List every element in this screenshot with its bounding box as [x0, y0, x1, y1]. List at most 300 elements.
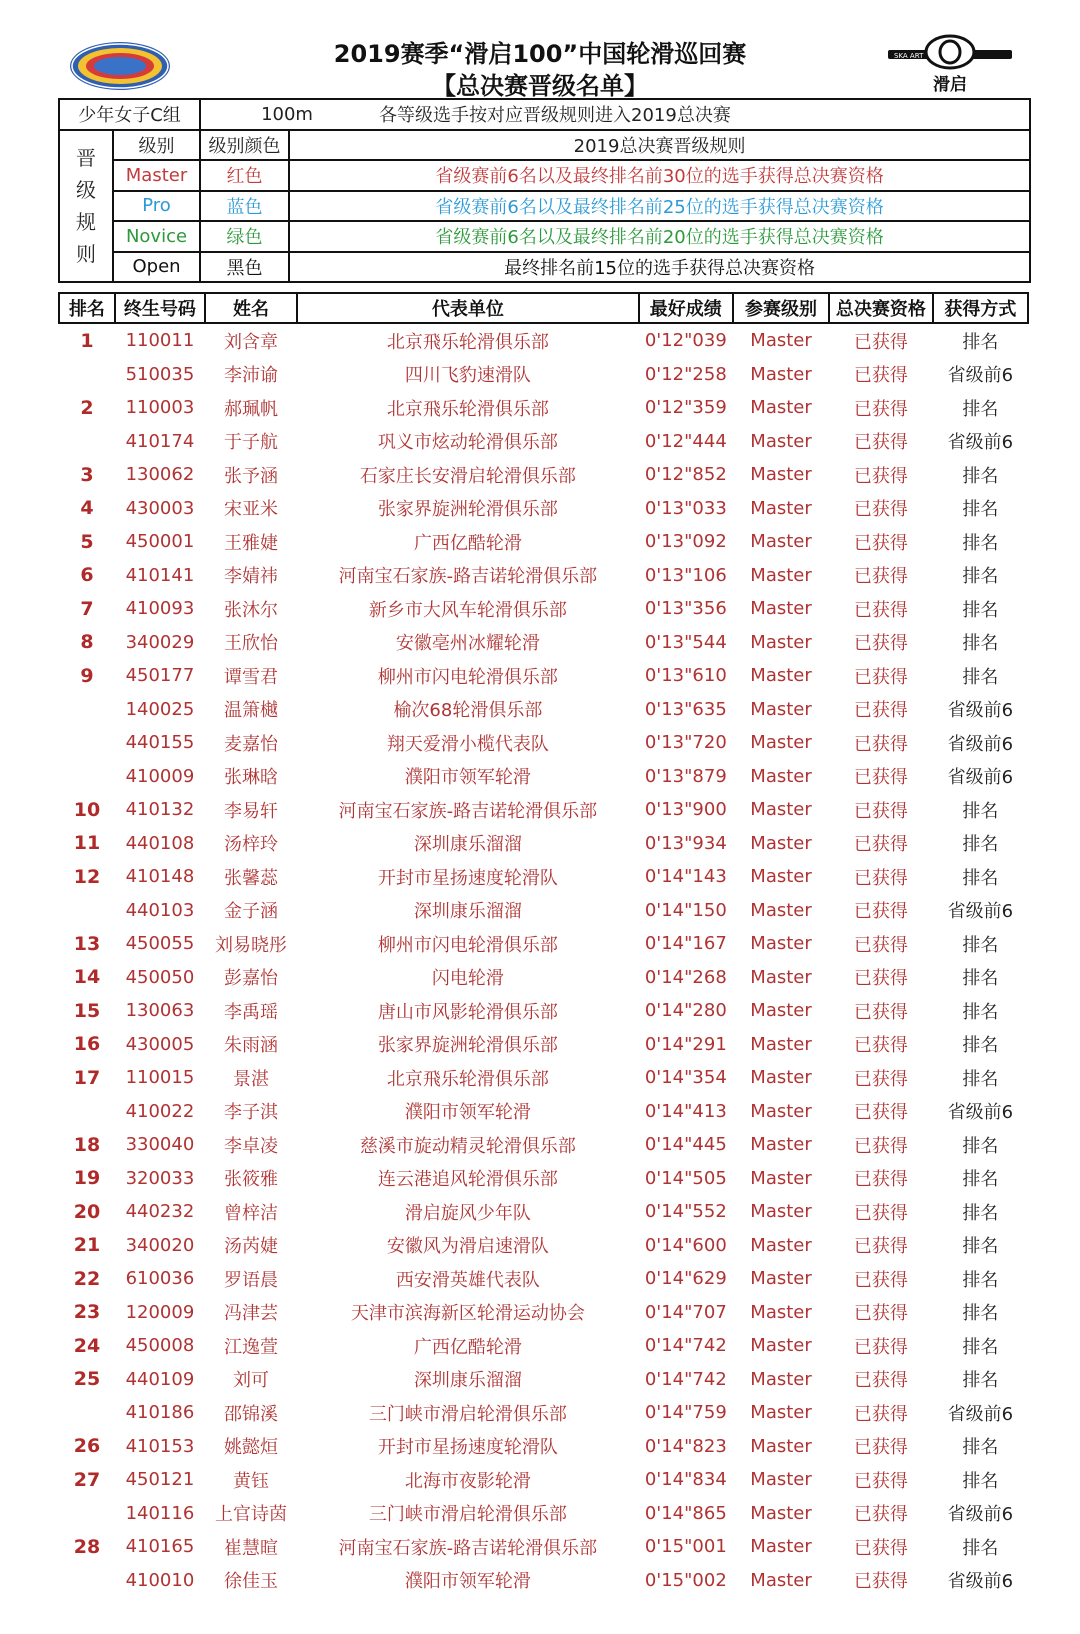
cell-method: 省级前6 — [947, 1102, 1014, 1124]
cell-level: Master — [750, 1234, 812, 1256]
cell-level: Master — [750, 598, 812, 620]
cell-best-time: 0'14"167 — [644, 933, 727, 955]
cell-name: 江逸萱 — [224, 1336, 279, 1358]
cell-club: 深圳康乐溜溜 — [413, 1370, 522, 1392]
table-row — [59, 525, 1028, 559]
cell-level: Master — [750, 1134, 812, 1156]
cell-method: 排名 — [962, 331, 999, 353]
cell-rank — [59, 1095, 115, 1129]
cell-best-time: 0'14"413 — [644, 1100, 727, 1122]
table-row — [59, 1363, 1028, 1397]
table-row — [59, 1229, 1028, 1263]
cell-rank: 28 — [73, 1535, 101, 1558]
rules-header-color: 级别颜色 — [200, 130, 289, 161]
cell-qualification: 已获得 — [853, 465, 908, 487]
cell-level: Master — [750, 1000, 812, 1022]
cell-method: 排名 — [962, 934, 999, 956]
cell-number: 430003 — [125, 497, 195, 519]
cell-best-time: 0'15"001 — [644, 1536, 727, 1558]
cell-method: 排名 — [962, 800, 999, 822]
cell-number: 410153 — [125, 1435, 195, 1457]
cell-best-time: 0'13"106 — [644, 564, 727, 586]
cell-name: 崔慧暄 — [224, 1537, 279, 1559]
cell-method: 排名 — [962, 1537, 999, 1559]
cell-method: 省级前6 — [947, 432, 1014, 454]
cell-rank: 26 — [73, 1435, 101, 1458]
cell-number: 410022 — [125, 1100, 195, 1122]
page-title: 2019赛季“滑启100”中国轮滑巡回赛 — [333, 40, 747, 68]
group-note: 各等级选手按对应晋级规则进入2019总决赛 — [373, 99, 1030, 130]
cell-qualification: 已获得 — [853, 599, 908, 621]
cell-name: 李婧祎 — [224, 566, 279, 588]
cell-number: 110011 — [125, 330, 195, 352]
cell-level: Master — [750, 531, 812, 553]
cell-method: 省级前6 — [947, 700, 1014, 722]
rules-header-rule: 2019总决赛晋级规则 — [289, 130, 1030, 161]
cell-name: 黄钰 — [233, 1470, 270, 1492]
cell-name: 李子淇 — [224, 1102, 279, 1124]
table-row — [59, 559, 1028, 593]
cell-qualification: 已获得 — [853, 365, 908, 387]
group-row — [59, 99, 1030, 130]
cell-number: 120009 — [125, 1301, 195, 1323]
table-row — [59, 860, 1028, 894]
cell-club: 柳州市闪电轮滑俱乐部 — [377, 666, 558, 688]
cell-method: 排名 — [962, 1001, 999, 1023]
cell-club: 新乡市大风车轮滑俱乐部 — [368, 599, 567, 621]
cell-best-time: 0'14"707 — [644, 1301, 727, 1323]
cell-qualification: 已获得 — [853, 1068, 908, 1090]
rule-level: Master — [113, 160, 200, 191]
cell-club: 河南宝石家族-路吉诺轮滑俱乐部 — [338, 566, 598, 588]
cell-number: 340029 — [125, 631, 195, 653]
cell-club: 张家界旋洲轮滑俱乐部 — [377, 499, 558, 521]
cell-qualification: 已获得 — [853, 800, 908, 822]
cell-name: 王欣怡 — [224, 633, 279, 655]
cell-number: 340020 — [125, 1234, 195, 1256]
cell-club: 北京飛乐轮滑俱乐部 — [386, 398, 549, 420]
distance: 100m — [200, 99, 373, 130]
cell-number: 410174 — [125, 430, 195, 452]
cell-rank: 23 — [73, 1301, 101, 1324]
table-row — [59, 1195, 1028, 1229]
cell-name: 李卓凌 — [224, 1135, 279, 1157]
cell-number: 110015 — [125, 1067, 195, 1089]
cell-method: 排名 — [962, 398, 999, 420]
cell-number: 450008 — [125, 1335, 195, 1357]
cell-name: 刘含章 — [224, 331, 279, 353]
cell-method: 排名 — [962, 1035, 999, 1057]
cell-number: 610036 — [125, 1268, 195, 1290]
table-row — [59, 592, 1028, 626]
cell-level: Master — [750, 330, 812, 352]
cell-qualification: 已获得 — [853, 1102, 908, 1124]
table-row — [59, 1162, 1028, 1196]
table-row — [59, 1497, 1028, 1531]
cell-method: 排名 — [962, 1135, 999, 1157]
table-row — [59, 994, 1028, 1028]
cell-method: 排名 — [962, 499, 999, 521]
cell-qualification: 已获得 — [853, 1202, 908, 1224]
cell-best-time: 0'15"002 — [644, 1569, 727, 1591]
rules-header-row — [59, 130, 1030, 161]
cell-method: 省级前6 — [947, 1504, 1014, 1526]
cell-rank — [59, 1564, 115, 1598]
cell-qualification: 已获得 — [853, 1537, 908, 1559]
cell-level: Master — [750, 564, 812, 586]
cell-name: 彭嘉怡 — [224, 968, 279, 990]
cell-method: 排名 — [962, 1169, 999, 1191]
cell-number: 140025 — [125, 698, 195, 720]
rule-level: Pro — [113, 191, 200, 222]
table-row — [59, 1463, 1028, 1497]
cell-number: 410165 — [125, 1536, 195, 1558]
cell-method: 排名 — [962, 1269, 999, 1291]
cell-best-time: 0'12"444 — [644, 430, 727, 452]
cell-number: 410132 — [125, 799, 195, 821]
cell-best-time: 0'14"291 — [644, 1033, 727, 1055]
cell-level: Master — [750, 799, 812, 821]
cell-level: Master — [750, 497, 812, 519]
table-row — [59, 1028, 1028, 1062]
cell-club: 巩义市炫动轮滑俱乐部 — [377, 432, 558, 454]
cell-number: 410093 — [125, 598, 195, 620]
col-header-level: 参赛级别 — [733, 293, 829, 323]
table-row — [59, 927, 1028, 961]
cell-name: 李沛谕 — [224, 365, 279, 387]
cell-club: 广西亿酷轮滑 — [413, 532, 522, 554]
cell-method: 排名 — [962, 834, 999, 856]
cell-club: 濮阳市领军轮滑 — [404, 1571, 531, 1593]
cell-best-time: 0'14"742 — [644, 1335, 727, 1357]
brand-logo-icon — [888, 34, 1012, 96]
cell-rank: 5 — [80, 530, 94, 553]
cell-level: Master — [750, 1033, 812, 1055]
cell-club: 广西亿酷轮滑 — [413, 1336, 522, 1358]
rule-text: 省级赛前6名以及最终排名前25位的选手获得总决赛资格 — [289, 191, 1030, 222]
cell-level: Master — [750, 698, 812, 720]
rules-side-label: 晋 级 规 则 — [59, 130, 113, 283]
table-row — [59, 626, 1028, 660]
cell-rank: 16 — [73, 1033, 101, 1056]
cell-best-time: 0'13"900 — [644, 799, 727, 821]
cell-rank — [59, 1497, 115, 1531]
cell-name: 冯津芸 — [224, 1303, 279, 1325]
cell-best-time: 0'14"268 — [644, 966, 727, 988]
cell-rank: 1 — [80, 329, 94, 352]
cell-number: 450177 — [125, 665, 195, 687]
cell-name: 上官诗茵 — [215, 1504, 288, 1526]
cell-name: 张予涵 — [224, 465, 279, 487]
cell-rank: 15 — [73, 999, 101, 1022]
cell-rank — [59, 760, 115, 794]
cell-method: 排名 — [962, 1336, 999, 1358]
rules-header-level: 级别 — [113, 130, 200, 161]
cell-method: 排名 — [962, 1437, 999, 1459]
cell-method: 排名 — [962, 1370, 999, 1392]
rule-text: 省级赛前6名以及最终排名前20位的选手获得总决赛资格 — [289, 221, 1030, 252]
cell-rank: 2 — [80, 396, 94, 419]
cell-level: Master — [750, 1569, 812, 1591]
cell-best-time: 0'13"544 — [644, 631, 727, 653]
cell-best-time: 0'14"150 — [644, 899, 727, 921]
cell-qualification: 已获得 — [853, 1001, 908, 1023]
cell-best-time: 0'12"359 — [644, 397, 727, 419]
cell-club: 连云港追风轮滑俱乐部 — [377, 1169, 558, 1191]
cell-qualification: 已获得 — [853, 1269, 908, 1291]
cell-best-time: 0'14"865 — [644, 1502, 727, 1524]
cell-name: 金子涵 — [224, 901, 279, 923]
cell-rank — [59, 894, 115, 928]
cell-rank: 3 — [80, 463, 94, 486]
brand-logo-wordmark: SKA ART — [894, 52, 924, 60]
cell-club: 北京飛乐轮滑俱乐部 — [386, 1068, 549, 1090]
cell-rank: 19 — [73, 1167, 101, 1190]
col-header-rank: 排名 — [59, 293, 115, 323]
cell-best-time: 0'13"720 — [644, 732, 727, 754]
cell-level: Master — [750, 1536, 812, 1558]
cell-club: 北京飛乐轮滑俱乐部 — [386, 331, 549, 353]
cell-number: 450121 — [125, 1469, 195, 1491]
cell-rank: 8 — [80, 631, 94, 654]
cell-method: 排名 — [962, 1236, 999, 1258]
cell-rank: 9 — [80, 664, 94, 687]
cell-number: 440155 — [125, 732, 195, 754]
cell-number: 510035 — [125, 363, 195, 385]
cell-rank — [59, 425, 115, 459]
cell-name: 刘可 — [233, 1370, 270, 1392]
rule-level: Open — [113, 252, 200, 283]
table-row — [59, 1329, 1028, 1363]
cell-best-time: 0'12"852 — [644, 464, 727, 486]
cell-best-time: 0'14"600 — [644, 1234, 727, 1256]
cell-level: Master — [750, 1167, 812, 1189]
table-row — [59, 425, 1028, 459]
cell-qualification: 已获得 — [853, 700, 908, 722]
cell-qualification: 已获得 — [853, 532, 908, 554]
cell-best-time: 0'14"445 — [644, 1134, 727, 1156]
cell-qualification: 已获得 — [853, 666, 908, 688]
cell-qualification: 已获得 — [853, 633, 908, 655]
cell-club: 河南宝石家族-路吉诺轮滑俱乐部 — [338, 1537, 598, 1559]
col-header-best-time: 最好成绩 — [639, 293, 733, 323]
cell-name: 姚懿烜 — [224, 1437, 279, 1459]
cell-method: 排名 — [962, 566, 999, 588]
cell-best-time: 0'14"834 — [644, 1469, 727, 1491]
table-body — [59, 323, 1028, 1597]
cell-level: Master — [750, 966, 812, 988]
cell-qualification: 已获得 — [853, 432, 908, 454]
cell-best-time: 0'14"354 — [644, 1067, 727, 1089]
cell-name: 温箫樾 — [224, 700, 279, 722]
cell-best-time: 0'14"505 — [644, 1167, 727, 1189]
cell-qualification: 已获得 — [853, 1236, 908, 1258]
rule-color: 蓝色 — [200, 191, 289, 222]
cell-name: 李易轩 — [224, 800, 279, 822]
group-name: 少年女子C组 — [59, 99, 200, 130]
cell-name: 李禹瑶 — [224, 1001, 279, 1023]
table-row — [59, 961, 1028, 995]
rules-table — [58, 98, 1031, 283]
cell-name: 罗语晨 — [224, 1269, 279, 1291]
table-row — [59, 323, 1028, 358]
cell-level: Master — [750, 430, 812, 452]
cell-name: 麦嘉怡 — [224, 733, 279, 755]
cell-rank: 24 — [73, 1334, 101, 1357]
cell-club: 四川飞豹速滑队 — [404, 365, 531, 387]
col-header-qualification: 总决赛资格 — [829, 293, 933, 323]
rule-color: 黑色 — [200, 252, 289, 283]
cell-method: 省级前6 — [947, 733, 1014, 755]
cell-rank — [59, 693, 115, 727]
cell-club: 三门峡市滑启轮滑俱乐部 — [368, 1504, 567, 1526]
cell-qualification: 已获得 — [853, 834, 908, 856]
cell-level: Master — [750, 732, 812, 754]
cell-rank: 18 — [73, 1133, 101, 1156]
cell-rank: 20 — [73, 1200, 101, 1223]
cell-qualification: 已获得 — [853, 1437, 908, 1459]
table-row — [59, 458, 1028, 492]
cell-qualification: 已获得 — [853, 1470, 908, 1492]
table-row — [59, 693, 1028, 727]
rule-color: 红色 — [200, 160, 289, 191]
cell-club: 安徽风为滑启速滑队 — [386, 1236, 549, 1258]
cell-level: Master — [750, 1268, 812, 1290]
cell-number: 410148 — [125, 866, 195, 888]
cell-club: 河南宝石家族-路吉诺轮滑俱乐部 — [338, 800, 598, 822]
cell-club: 柳州市闪电轮滑俱乐部 — [377, 934, 558, 956]
cell-rank: 12 — [73, 865, 101, 888]
cell-number: 330040 — [125, 1134, 195, 1156]
cell-number: 410141 — [125, 564, 195, 586]
cell-method: 排名 — [962, 666, 999, 688]
cell-best-time: 0'14"759 — [644, 1402, 727, 1424]
cell-number: 140116 — [125, 1502, 195, 1524]
cell-number: 440109 — [125, 1368, 195, 1390]
cell-club: 石家庄长安滑启轮滑俱乐部 — [359, 465, 576, 487]
page-header — [0, 0, 1080, 100]
cell-club: 开封市星扬速度轮滑队 — [377, 867, 558, 889]
cell-rank: 13 — [73, 932, 101, 955]
cell-number: 440232 — [125, 1201, 195, 1223]
cell-best-time: 0'14"143 — [644, 866, 727, 888]
cell-level: Master — [750, 1301, 812, 1323]
col-header-number: 终生号码 — [115, 293, 205, 323]
cell-qualification: 已获得 — [853, 1035, 908, 1057]
cell-best-time: 0'13"356 — [644, 598, 727, 620]
cell-number: 320033 — [125, 1167, 195, 1189]
cell-method: 排名 — [962, 1470, 999, 1492]
table-row — [59, 659, 1028, 693]
cell-qualification: 已获得 — [853, 968, 908, 990]
cell-level: Master — [750, 899, 812, 921]
cell-club: 闪电轮滑 — [431, 968, 504, 990]
rule-level: Novice — [113, 221, 200, 252]
cell-method: 省级前6 — [947, 1403, 1014, 1425]
cell-name: 郝珮帆 — [224, 398, 279, 420]
cell-qualification: 已获得 — [853, 1169, 908, 1191]
cell-best-time: 0'13"610 — [644, 665, 727, 687]
cell-level: Master — [750, 397, 812, 419]
cell-rank: 10 — [73, 798, 101, 821]
cell-rank: 4 — [80, 497, 94, 520]
cell-number: 450001 — [125, 531, 195, 553]
cell-level: Master — [750, 1435, 812, 1457]
cell-best-time: 0'14"552 — [644, 1201, 727, 1223]
cell-best-time: 0'13"934 — [644, 832, 727, 854]
cell-level: Master — [750, 1402, 812, 1424]
cell-method: 排名 — [962, 968, 999, 990]
cell-method: 排名 — [962, 1068, 999, 1090]
rule-text: 最终排名前15位的选手获得总决赛资格 — [289, 252, 1030, 283]
brand-logo-text: 滑启 — [933, 75, 967, 95]
cell-best-time: 0'13"879 — [644, 765, 727, 787]
table-row — [59, 1430, 1028, 1464]
table-row — [59, 1061, 1028, 1095]
cell-best-time: 0'12"039 — [644, 330, 727, 352]
cell-name: 谭雪君 — [224, 666, 279, 688]
table-row — [59, 726, 1028, 760]
cell-level: Master — [750, 832, 812, 854]
cell-level: Master — [750, 933, 812, 955]
cell-best-time: 0'13"635 — [644, 698, 727, 720]
cell-method: 排名 — [962, 599, 999, 621]
rule-row-pro — [59, 191, 1030, 222]
cell-number: 130063 — [125, 1000, 195, 1022]
cell-qualification: 已获得 — [853, 1370, 908, 1392]
rule-row-open — [59, 252, 1030, 283]
cell-number: 440103 — [125, 899, 195, 921]
page-subtitle: 【总决赛晋级名单】 — [432, 72, 648, 100]
cell-number: 440108 — [125, 832, 195, 854]
cell-number: 450055 — [125, 933, 195, 955]
cell-level: Master — [750, 1100, 812, 1122]
cell-name: 张沐尔 — [224, 599, 279, 621]
table-row — [59, 1296, 1028, 1330]
cell-club: 濮阳市领军轮滑 — [404, 767, 531, 789]
cell-method: 排名 — [962, 633, 999, 655]
cell-qualification: 已获得 — [853, 1135, 908, 1157]
cell-club: 三门峡市滑启轮滑俱乐部 — [368, 1403, 567, 1425]
cell-club: 慈溪市旋动精灵轮滑俱乐部 — [359, 1135, 576, 1157]
cell-number: 130062 — [125, 464, 195, 486]
cell-best-time: 0'14"742 — [644, 1368, 727, 1390]
table-row — [59, 1262, 1028, 1296]
cell-best-time: 0'13"033 — [644, 497, 727, 519]
cell-level: Master — [750, 1201, 812, 1223]
cell-club: 深圳康乐溜溜 — [413, 834, 522, 856]
cell-rank: 21 — [73, 1234, 101, 1257]
rule-color: 绿色 — [200, 221, 289, 252]
cell-qualification: 已获得 — [853, 398, 908, 420]
cell-qualification: 已获得 — [853, 934, 908, 956]
cell-name: 张筱雅 — [224, 1169, 279, 1191]
cell-club: 滑启旋风少年队 — [404, 1202, 531, 1224]
cell-qualification: 已获得 — [853, 1571, 908, 1593]
cell-qualification: 已获得 — [853, 331, 908, 353]
cell-rank: 27 — [73, 1468, 101, 1491]
cell-name: 景湛 — [233, 1068, 270, 1090]
cell-number: 410010 — [125, 1569, 195, 1591]
cell-qualification: 已获得 — [853, 767, 908, 789]
cell-method: 省级前6 — [947, 901, 1014, 923]
cell-number: 410186 — [125, 1402, 195, 1424]
table-row — [59, 492, 1028, 526]
cell-best-time: 0'13"092 — [644, 531, 727, 553]
table-row — [59, 1530, 1028, 1564]
cell-level: Master — [750, 363, 812, 385]
cell-method: 省级前6 — [947, 1571, 1014, 1593]
